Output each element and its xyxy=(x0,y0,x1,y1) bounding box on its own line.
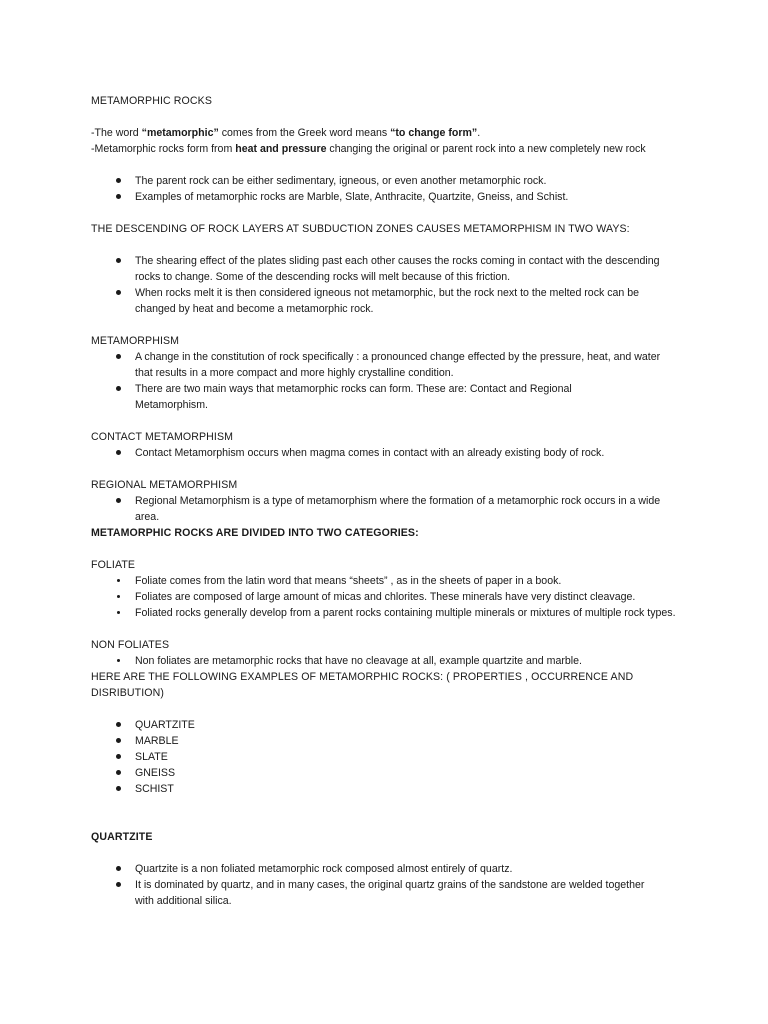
list-item xyxy=(91,717,691,733)
bullet-icon xyxy=(113,285,123,301)
list-item xyxy=(91,653,691,669)
list-item-text: When rocks melt it is then considered igneous not metamorphic, but the rock next to the melted rock can be changed by heat and become a metamorphic rock. xyxy=(135,287,640,315)
intro-text: -The word xyxy=(91,127,142,139)
quartzite-list xyxy=(91,861,661,909)
list-item xyxy=(91,733,691,749)
list-item xyxy=(91,861,661,877)
bullet-icon xyxy=(113,445,123,461)
term-metamorphic: “metamorphic” xyxy=(141,127,219,139)
section-heading-contact: CONTACT METAMORPHISM xyxy=(91,431,234,443)
bullet-icon xyxy=(113,877,123,893)
list-item-text: Foliates are composed of large amount of micas and chlorites. These minerals have very distinct cleavage. xyxy=(135,591,636,603)
bullet-icon xyxy=(113,493,123,509)
bullet-icon xyxy=(113,253,123,269)
list-item-text: Contact Metamorphism occurs when magma comes in contact with an already existing body of rock. xyxy=(135,447,605,459)
list-item xyxy=(91,573,679,589)
list-item xyxy=(91,381,615,413)
foliate-list xyxy=(91,573,679,621)
term-heat-pressure: heat and pressure xyxy=(235,143,327,155)
section-heading-foliate: FOLIATE xyxy=(91,559,136,571)
bullet-icon xyxy=(113,589,123,605)
bullet-icon xyxy=(113,765,123,781)
intro-text: -Metamorphic rocks form from xyxy=(91,143,236,155)
intro-text: comes from the Greek word means xyxy=(218,127,391,139)
section-heading-quartzite: QUARTZITE xyxy=(91,831,153,843)
list-item xyxy=(91,493,679,525)
list-item xyxy=(91,189,691,205)
list-item-text: A change in the constitution of rock specifically : a pronounced change effected by the pressure, heat, and water that results in a more compact and more highly crystalline condition. xyxy=(135,351,661,379)
bullet-icon xyxy=(113,861,123,877)
list-item xyxy=(91,445,691,461)
list-item-text: Quartzite is a non foliated metamorphic rock composed almost entirely of quartz. xyxy=(135,863,513,875)
metamorphism-list xyxy=(91,349,679,413)
list-item xyxy=(91,589,679,605)
list-item-text: It is dominated by quartz, and in many cases, the original quartz grains of the sandstone are welded together with additional silica. xyxy=(135,879,645,907)
list-item-text: Foliate comes from the latin word that means “sheets” , as in the sheets of paper in a book. xyxy=(135,575,562,587)
list-item xyxy=(91,877,661,909)
intro-line-2 xyxy=(91,141,671,157)
document-title: METAMORPHIC ROCKS xyxy=(91,95,212,107)
document-page xyxy=(91,93,691,909)
intro-text: . xyxy=(477,127,481,139)
list-item xyxy=(91,173,691,189)
list-item xyxy=(91,765,691,781)
examples-heading: HERE ARE THE FOLLOWING EXAMPLES OF METAMORPHIC ROCKS: ( PROPERTIES , OCCURRENCE AND DISRIBUTION) xyxy=(91,671,634,699)
bullet-icon xyxy=(113,733,123,749)
list-item xyxy=(91,253,663,285)
examples-list xyxy=(91,717,691,797)
section-heading-regional: REGIONAL METAMORPHISM xyxy=(91,479,238,491)
bullet-icon xyxy=(113,781,123,797)
bullet-icon xyxy=(113,573,123,589)
list-item-text: SCHIST xyxy=(135,783,174,795)
list-item-text: There are two main ways that metamorphic rocks can form. These are: Contact and Regional Metamorphism. xyxy=(135,383,572,411)
section-heading-subduction: THE DESCENDING OF ROCK LAYERS AT SUBDUCTION ZONES CAUSES METAMORPHISM IN TWO WAYS: xyxy=(91,223,630,235)
subduction-list xyxy=(91,253,663,317)
bullet-icon xyxy=(113,749,123,765)
bullet-icon xyxy=(113,189,123,205)
list-item-text: The shearing effect of the plates sliding past each other causes the rocks coming in contact with the descending rocks to change. Some of the descending rocks will melt because of this friction. xyxy=(135,255,660,283)
list-item-text: Non foliates are metamorphic rocks that have no cleavage at all, example quartzite and marble. xyxy=(135,655,582,667)
intro-text: changing the original or parent rock into a new completely new rock xyxy=(326,143,646,155)
bullet-icon xyxy=(113,717,123,733)
term-change-form: “to change form” xyxy=(390,127,478,139)
section-heading-metamorphism: METAMORPHISM xyxy=(91,335,180,347)
intro-bullet-list xyxy=(91,173,691,205)
regional-list xyxy=(91,493,679,525)
bullet-icon xyxy=(113,173,123,189)
bullet-icon xyxy=(113,381,123,397)
list-item-text: Examples of metamorphic rocks are Marble, Slate, Anthracite, Quartzite, Gneiss, and Schist. xyxy=(135,191,569,203)
list-item-text: The parent rock can be either sedimentary, igneous, or even another metamorphic rock. xyxy=(135,175,547,187)
list-item-text: Regional Metamorphism is a type of metamorphism where the formation of a metamorphic rock occurs in a wide area. xyxy=(135,495,661,523)
list-item xyxy=(91,605,679,621)
contact-list xyxy=(91,445,691,461)
bullet-icon xyxy=(113,653,123,669)
list-item xyxy=(91,349,679,381)
bullet-icon xyxy=(113,605,123,621)
non-foliates-list xyxy=(91,653,691,669)
list-item xyxy=(91,749,691,765)
list-item-text: GNEISS xyxy=(135,767,176,779)
list-item-text: Foliated rocks generally develop from a parent rocks containing multiple minerals or mixtures of multiple rock types. xyxy=(135,607,676,619)
list-item-text: MARBLE xyxy=(135,735,179,747)
bullet-icon xyxy=(113,349,123,365)
list-item-text: SLATE xyxy=(135,751,168,763)
intro-line-1 xyxy=(91,125,691,141)
section-heading-non-foliates: NON FOLIATES xyxy=(91,639,170,651)
list-item xyxy=(91,781,691,797)
list-item xyxy=(91,285,663,317)
list-item-text: QUARTZITE xyxy=(135,719,195,731)
categories-heading: METAMORPHIC ROCKS ARE DIVIDED INTO TWO CATEGORIES: xyxy=(91,527,419,539)
